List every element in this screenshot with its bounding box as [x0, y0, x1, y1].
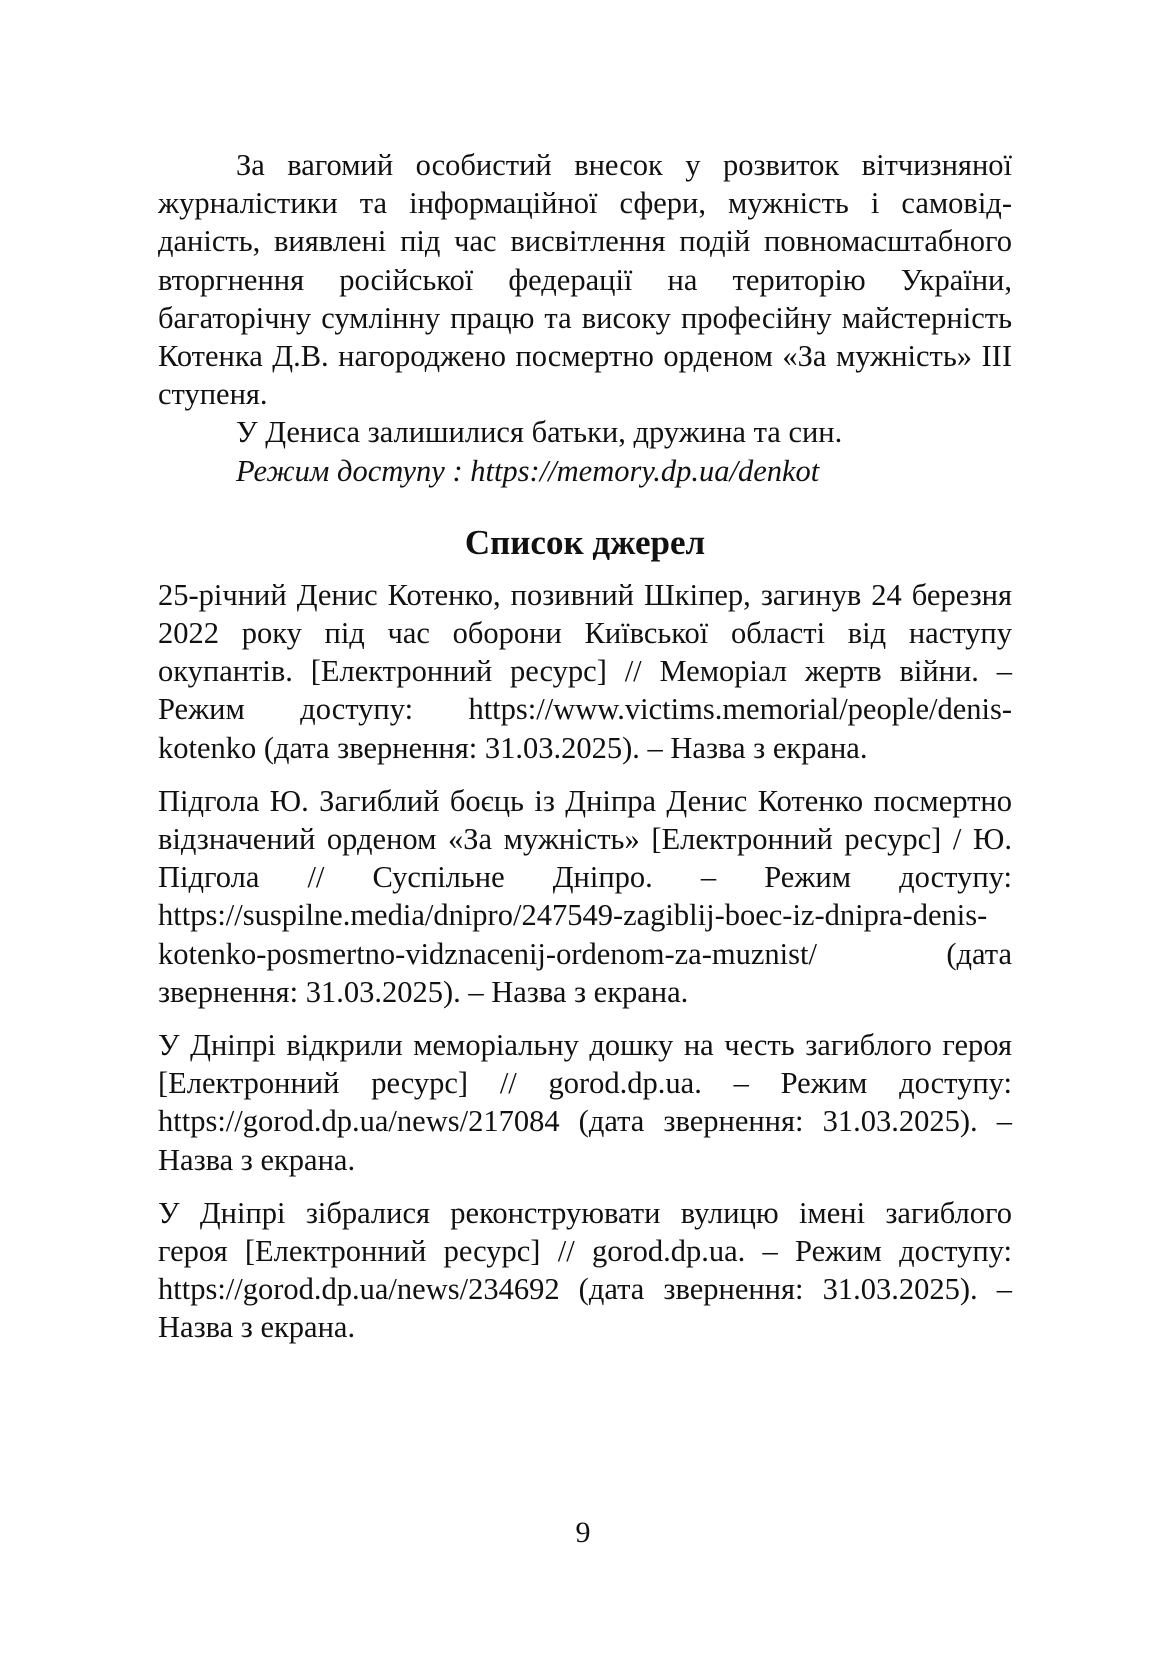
- access-line: Режим доступу : https://memory.dp.ua/denkot: [236, 453, 820, 488]
- family-paragraph: У Дениса залишилися батьки, дружина та син.: [236, 415, 843, 450]
- source-item-4: У Дніпрі зібралися реконструювати вулицю імені загиблого героя [Електронний ресурс] // gorod.dp.ua. – Режим доступу: https://gorod.dp.ua/news/234692 (дата звернення: 31.03.2025). – Назва з екрана.: [158, 1195, 1012, 1345]
- source-item-2: Підгола Ю. Загиблий боєць із Дніпра Денис Котенко посмертно відзначений орденом «За мужність» [Електронний ресурс] / Ю. Підгола // Суспільне Дніпро. – Режим доступу: https://suspilne.media/dnipro/247549-zagiblij-boec-iz-dnipra-​denis-kotenko-posmertno-vidznacenij-ordenom-za-muznist/​ (дата звернення: 31.03.2025). – Назва з екрана.: [158, 783, 1012, 1009]
- award-paragraph: За вагомий особистий внесок у розвиток вітчизняної журналістики та інформаційної сфери, мужність і самовідданість, виявлені під час висвітлення подій повномасштабного вторгнення російської федерації на територію України, багаторічну сумлінну працю та високу професійну майстерність Котенка Д.В. нагороджено посмертно орденом «За мужність» ІІІ ступеня.: [158, 148, 1012, 412]
- page-content: [158, 146, 1012, 1362]
- sources-heading: Список джерел: [464, 522, 706, 562]
- source-item-3: У Дніпрі відкрили меморіальну дошку на честь загиблого героя [Електронний ресурс] // gorod.dp.ua. – Режим доступу: https://gorod.dp.ua/news/217084 (дата звернення: 31.03.2025). – Назва з екрана.: [158, 1028, 1012, 1177]
- source-item-1: 25-річний Денис Котенко, позивний Шкіпер, загинув 24 березня 2022 року під час оборони Київської області від наступу окупантів. [Електронний ресурс] // Меморіал жертв війни. – Режим доступу: https://www.victims.memorial/people/​denis-kotenko (дата звернення: 31.03.2025). – Назва з екрана.: [158, 577, 1012, 765]
- sources-list: [158, 576, 1012, 1347]
- page-number: 9: [575, 1516, 591, 1549]
